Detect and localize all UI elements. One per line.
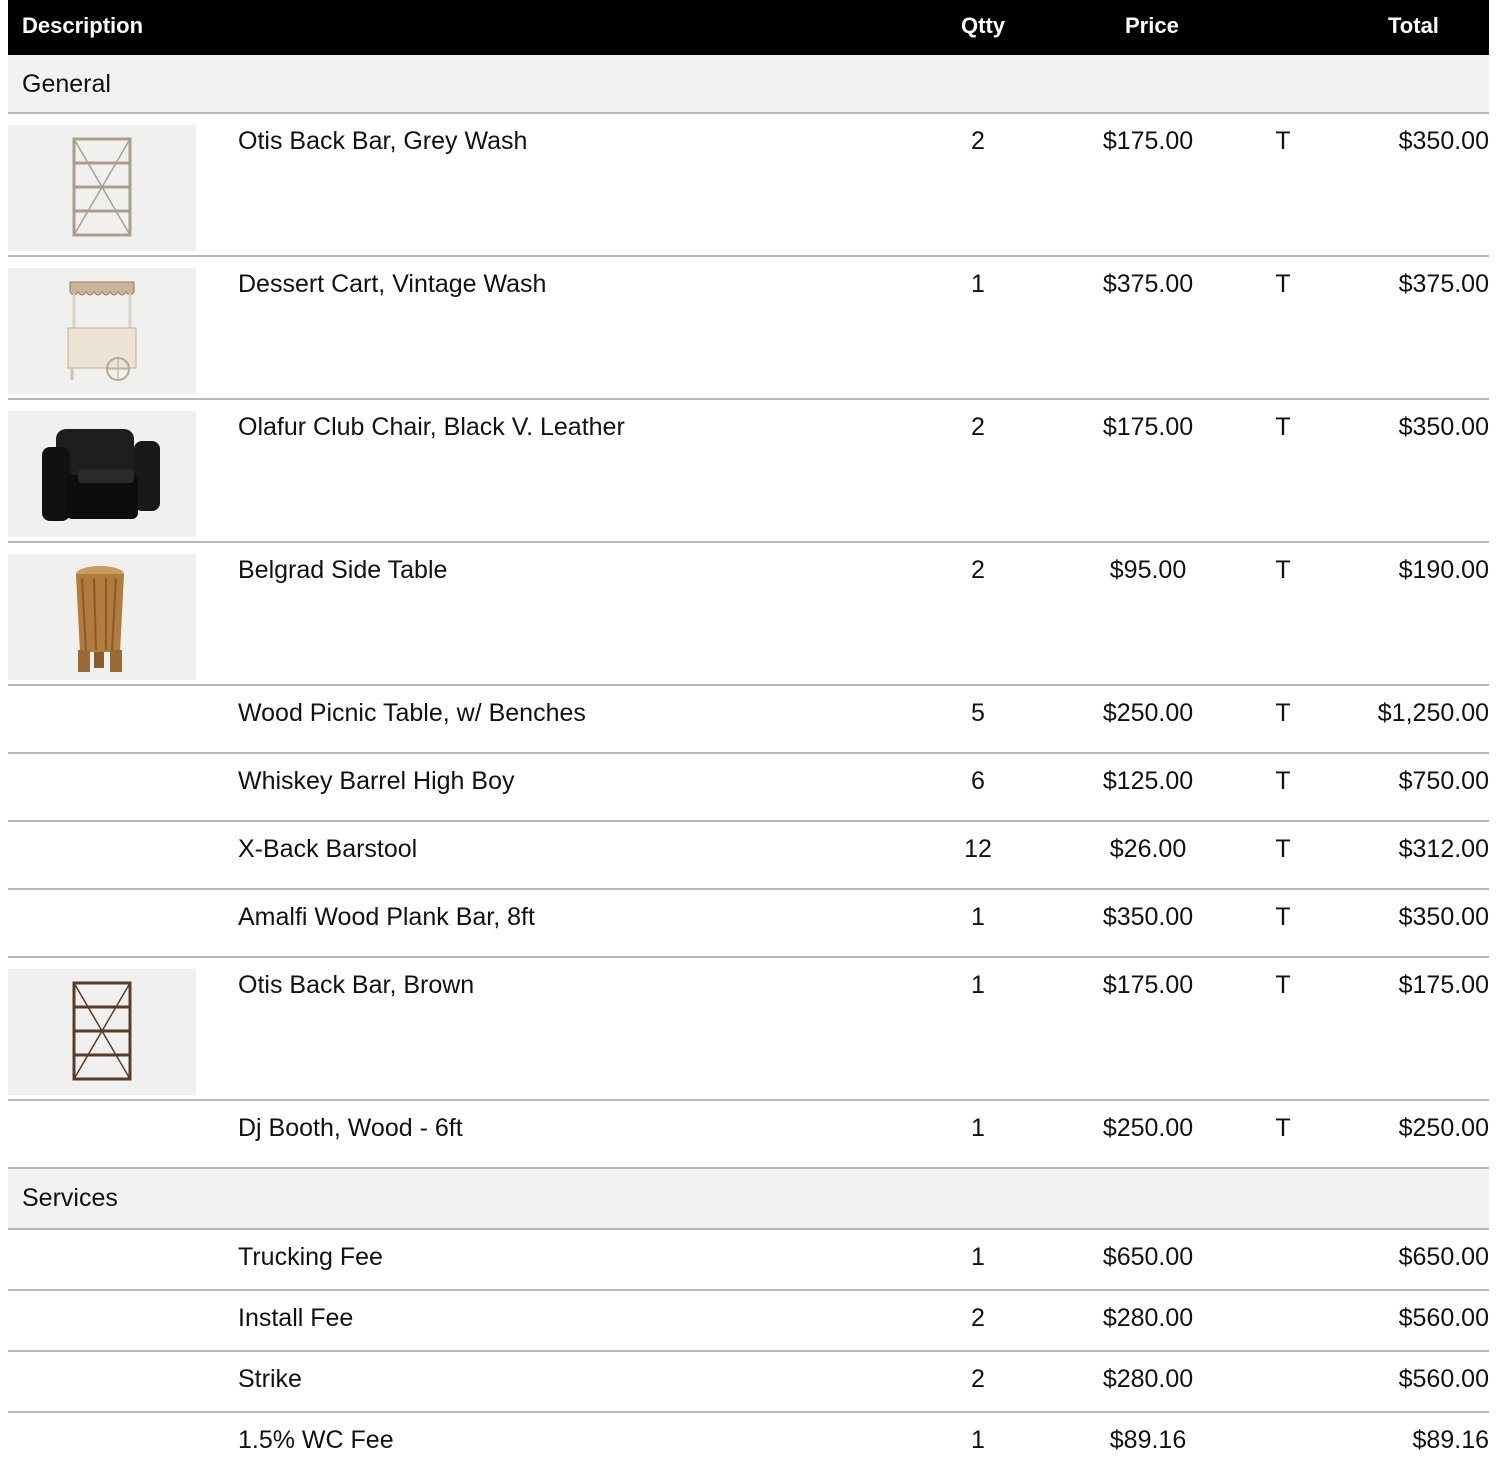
otis-back-bar-grey-icon [8,125,196,251]
item-price: $250.00 [1102,699,1194,727]
table-row [8,754,1489,822]
item-qty: 5 [971,699,985,727]
item-total: $350.00 [1398,127,1489,155]
item-price: $125.00 [1102,767,1194,795]
table-row [8,822,1489,890]
table-row [8,1413,1489,1458]
item-qty: 2 [971,1304,985,1332]
item-qty: 2 [971,413,985,441]
section-services [8,1169,1489,1230]
table-row [8,1101,1489,1169]
item-description: X-Back Barstool [238,835,418,863]
item-description: Dj Booth, Wood - 6ft [238,1114,463,1142]
table-row [8,1291,1489,1352]
item-qty: 1 [971,971,985,999]
table-row [8,257,1489,400]
item-total: $350.00 [1398,903,1489,931]
item-tax-flag: T [1275,127,1291,155]
item-description: Olafur Club Chair, Black V. Leather [238,413,625,441]
item-tax-flag: T [1275,835,1291,863]
item-qty: 1 [971,1114,985,1142]
item-price: $280.00 [1102,1304,1194,1332]
table-row [8,958,1489,1101]
item-total: $750.00 [1398,767,1489,795]
item-price: $280.00 [1102,1365,1194,1393]
item-price: $350.00 [1102,903,1194,931]
table-row [8,400,1489,543]
item-qty: 2 [971,127,985,155]
item-qty: 2 [971,556,985,584]
item-total: $560.00 [1398,1365,1489,1393]
item-qty: 2 [971,1365,985,1393]
table-row [8,114,1489,257]
item-price: $175.00 [1102,413,1194,441]
table-row [8,1230,1489,1291]
invoice-table [8,0,1489,1458]
table-row [8,890,1489,958]
item-tax-flag: T [1275,971,1291,999]
item-description: Wood Picnic Table, w/ Benches [238,699,586,727]
item-qty: 12 [964,835,992,863]
item-price: $175.00 [1102,971,1194,999]
otis-back-bar-brown-icon [8,969,196,1095]
item-total: $89.16 [1412,1426,1489,1454]
header-price: Price [1125,13,1179,38]
item-description: Otis Back Bar, Grey Wash [238,127,528,155]
item-total: $560.00 [1398,1304,1489,1332]
item-price: $375.00 [1102,270,1194,298]
item-description: 1.5% WC Fee [238,1426,394,1454]
item-price: $175.00 [1102,127,1194,155]
item-qty: 1 [971,1426,985,1454]
header-description: Description [22,13,144,38]
item-total: $350.00 [1398,413,1489,441]
item-total: $190.00 [1398,556,1489,584]
header-qty: Qtty [961,13,1005,38]
item-total: $312.00 [1398,835,1489,863]
item-description: Otis Back Bar, Brown [238,971,475,999]
item-description: Belgrad Side Table [238,556,448,584]
header-total: Total [1388,13,1439,38]
item-description: Whiskey Barrel High Boy [238,767,515,795]
item-description: Trucking Fee [238,1243,383,1271]
item-tax-flag: T [1275,1114,1291,1142]
item-description: Install Fee [238,1304,354,1332]
item-qty: 6 [971,767,985,795]
section-title: Services [22,1184,118,1212]
dessert-cart-icon [8,268,196,394]
side-table-icon [8,554,196,680]
item-price: $250.00 [1102,1114,1194,1142]
item-description: Amalfi Wood Plank Bar, 8ft [238,903,535,931]
club-chair-icon [8,411,196,537]
table-header [8,0,1489,55]
item-tax-flag: T [1275,270,1291,298]
item-description: Dessert Cart, Vintage Wash [238,270,547,298]
item-qty: 1 [971,270,985,298]
item-tax-flag: T [1275,699,1291,727]
item-total: $650.00 [1398,1243,1489,1271]
table-row [8,1352,1489,1413]
item-total: $375.00 [1398,270,1489,298]
item-price: $95.00 [1109,556,1187,584]
item-total: $1,250.00 [1377,699,1489,727]
table-row [8,686,1489,754]
item-total: $250.00 [1398,1114,1489,1142]
section-title: General [22,70,111,98]
item-qty: 1 [971,903,985,931]
item-price: $650.00 [1102,1243,1194,1271]
item-qty: 1 [971,1243,985,1271]
item-description: Strike [238,1365,302,1393]
item-price: $26.00 [1109,835,1187,863]
item-price: $89.16 [1109,1426,1187,1454]
table-row [8,543,1489,686]
section-general [8,55,1489,114]
item-tax-flag: T [1275,903,1291,931]
item-total: $175.00 [1398,971,1489,999]
item-tax-flag: T [1275,556,1291,584]
item-tax-flag: T [1275,413,1291,441]
item-tax-flag: T [1275,767,1291,795]
